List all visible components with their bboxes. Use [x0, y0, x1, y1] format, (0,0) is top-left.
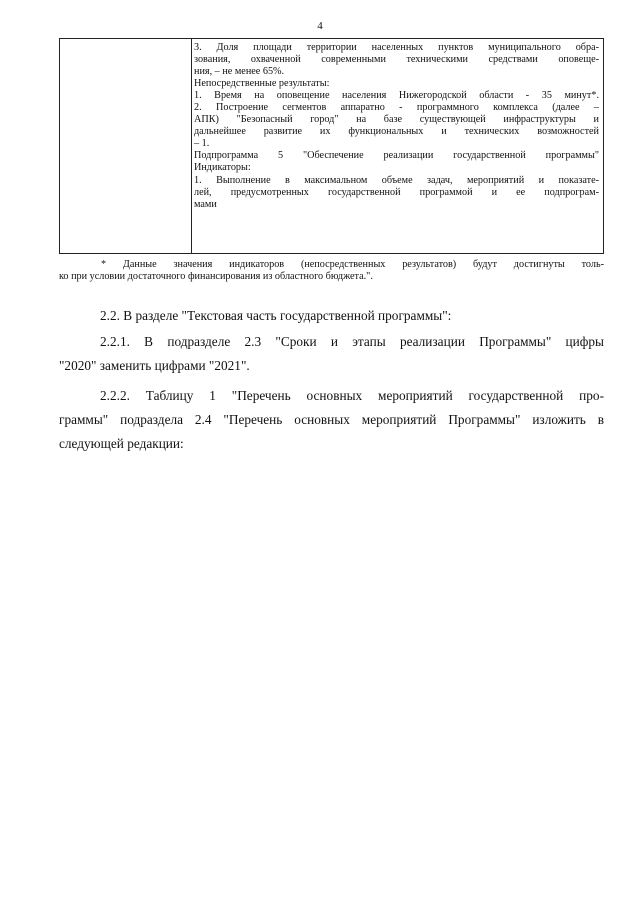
paragraph-section-2-2-1 — [59, 330, 604, 378]
table-line: АПК) "Безопасный город" на базе существующей инфраструктуры и — [194, 114, 599, 126]
page-number: 4 — [317, 20, 323, 32]
paragraph-line: 2.2.2. Таблицу 1 "Перечень основных мероприятий государственной про- — [100, 388, 604, 403]
table-line: Непосредственные результаты: — [194, 78, 330, 90]
table-line: ния, – не менее 65%. — [194, 66, 285, 78]
table-line: 1. Выполнение в максимальном объеме задач, мероприятий и показате- — [194, 174, 599, 186]
table-line: зования, охваченной современными техническими средствами оповеще- — [194, 54, 599, 66]
table-line: дальнейшее развитие их функциональных и технических возможностей — [194, 126, 599, 138]
paragraph-line: 2.2.1. В подразделе 2.3 "Сроки и этапы реализации Программы" цифры — [100, 334, 604, 349]
indicators-table — [59, 38, 604, 254]
paragraph-section-2-2 — [59, 304, 604, 328]
paragraph-line: следующей редакции: — [59, 436, 184, 451]
table-cell-left — [60, 39, 192, 253]
table-line: лей, предусмотренных государственной программой и ее подпрограм- — [194, 186, 599, 198]
table-line: мами — [194, 198, 217, 210]
table-line: 1. Время на оповещение населения Нижегородской области - 35 минут*. — [194, 90, 599, 102]
paragraph-section-2-2-2 — [59, 384, 604, 456]
paragraph-line: "2020" заменить цифрами "2021". — [59, 358, 250, 373]
table-cell-right — [192, 39, 603, 253]
table-line: – 1. — [194, 138, 210, 150]
table-line: 3. Доля площади территории населенных пунктов муниципального обра- — [194, 42, 599, 53]
footnote-line: * Данные значения индикаторов (непосредственных результатов) будут достигнуты толь- — [101, 259, 604, 270]
table-line: 2. Построение сегментов аппаратно - программного комплекса (далее – — [194, 102, 599, 114]
footnote — [59, 259, 604, 283]
table-line: Подпрограмма 5 "Обеспечение реализации государственной программы" — [194, 150, 599, 162]
paragraph-line: 2.2. В разделе "Текстовая часть государственной программы": — [100, 308, 452, 323]
footnote-line: ко при условии достаточного финансирования из областного бюджета.". — [59, 271, 373, 282]
paragraph-line: граммы" подраздела 2.4 "Перечень основных мероприятий Программы" изложить в — [59, 412, 604, 427]
table-line: Индикаторы: — [194, 162, 251, 174]
